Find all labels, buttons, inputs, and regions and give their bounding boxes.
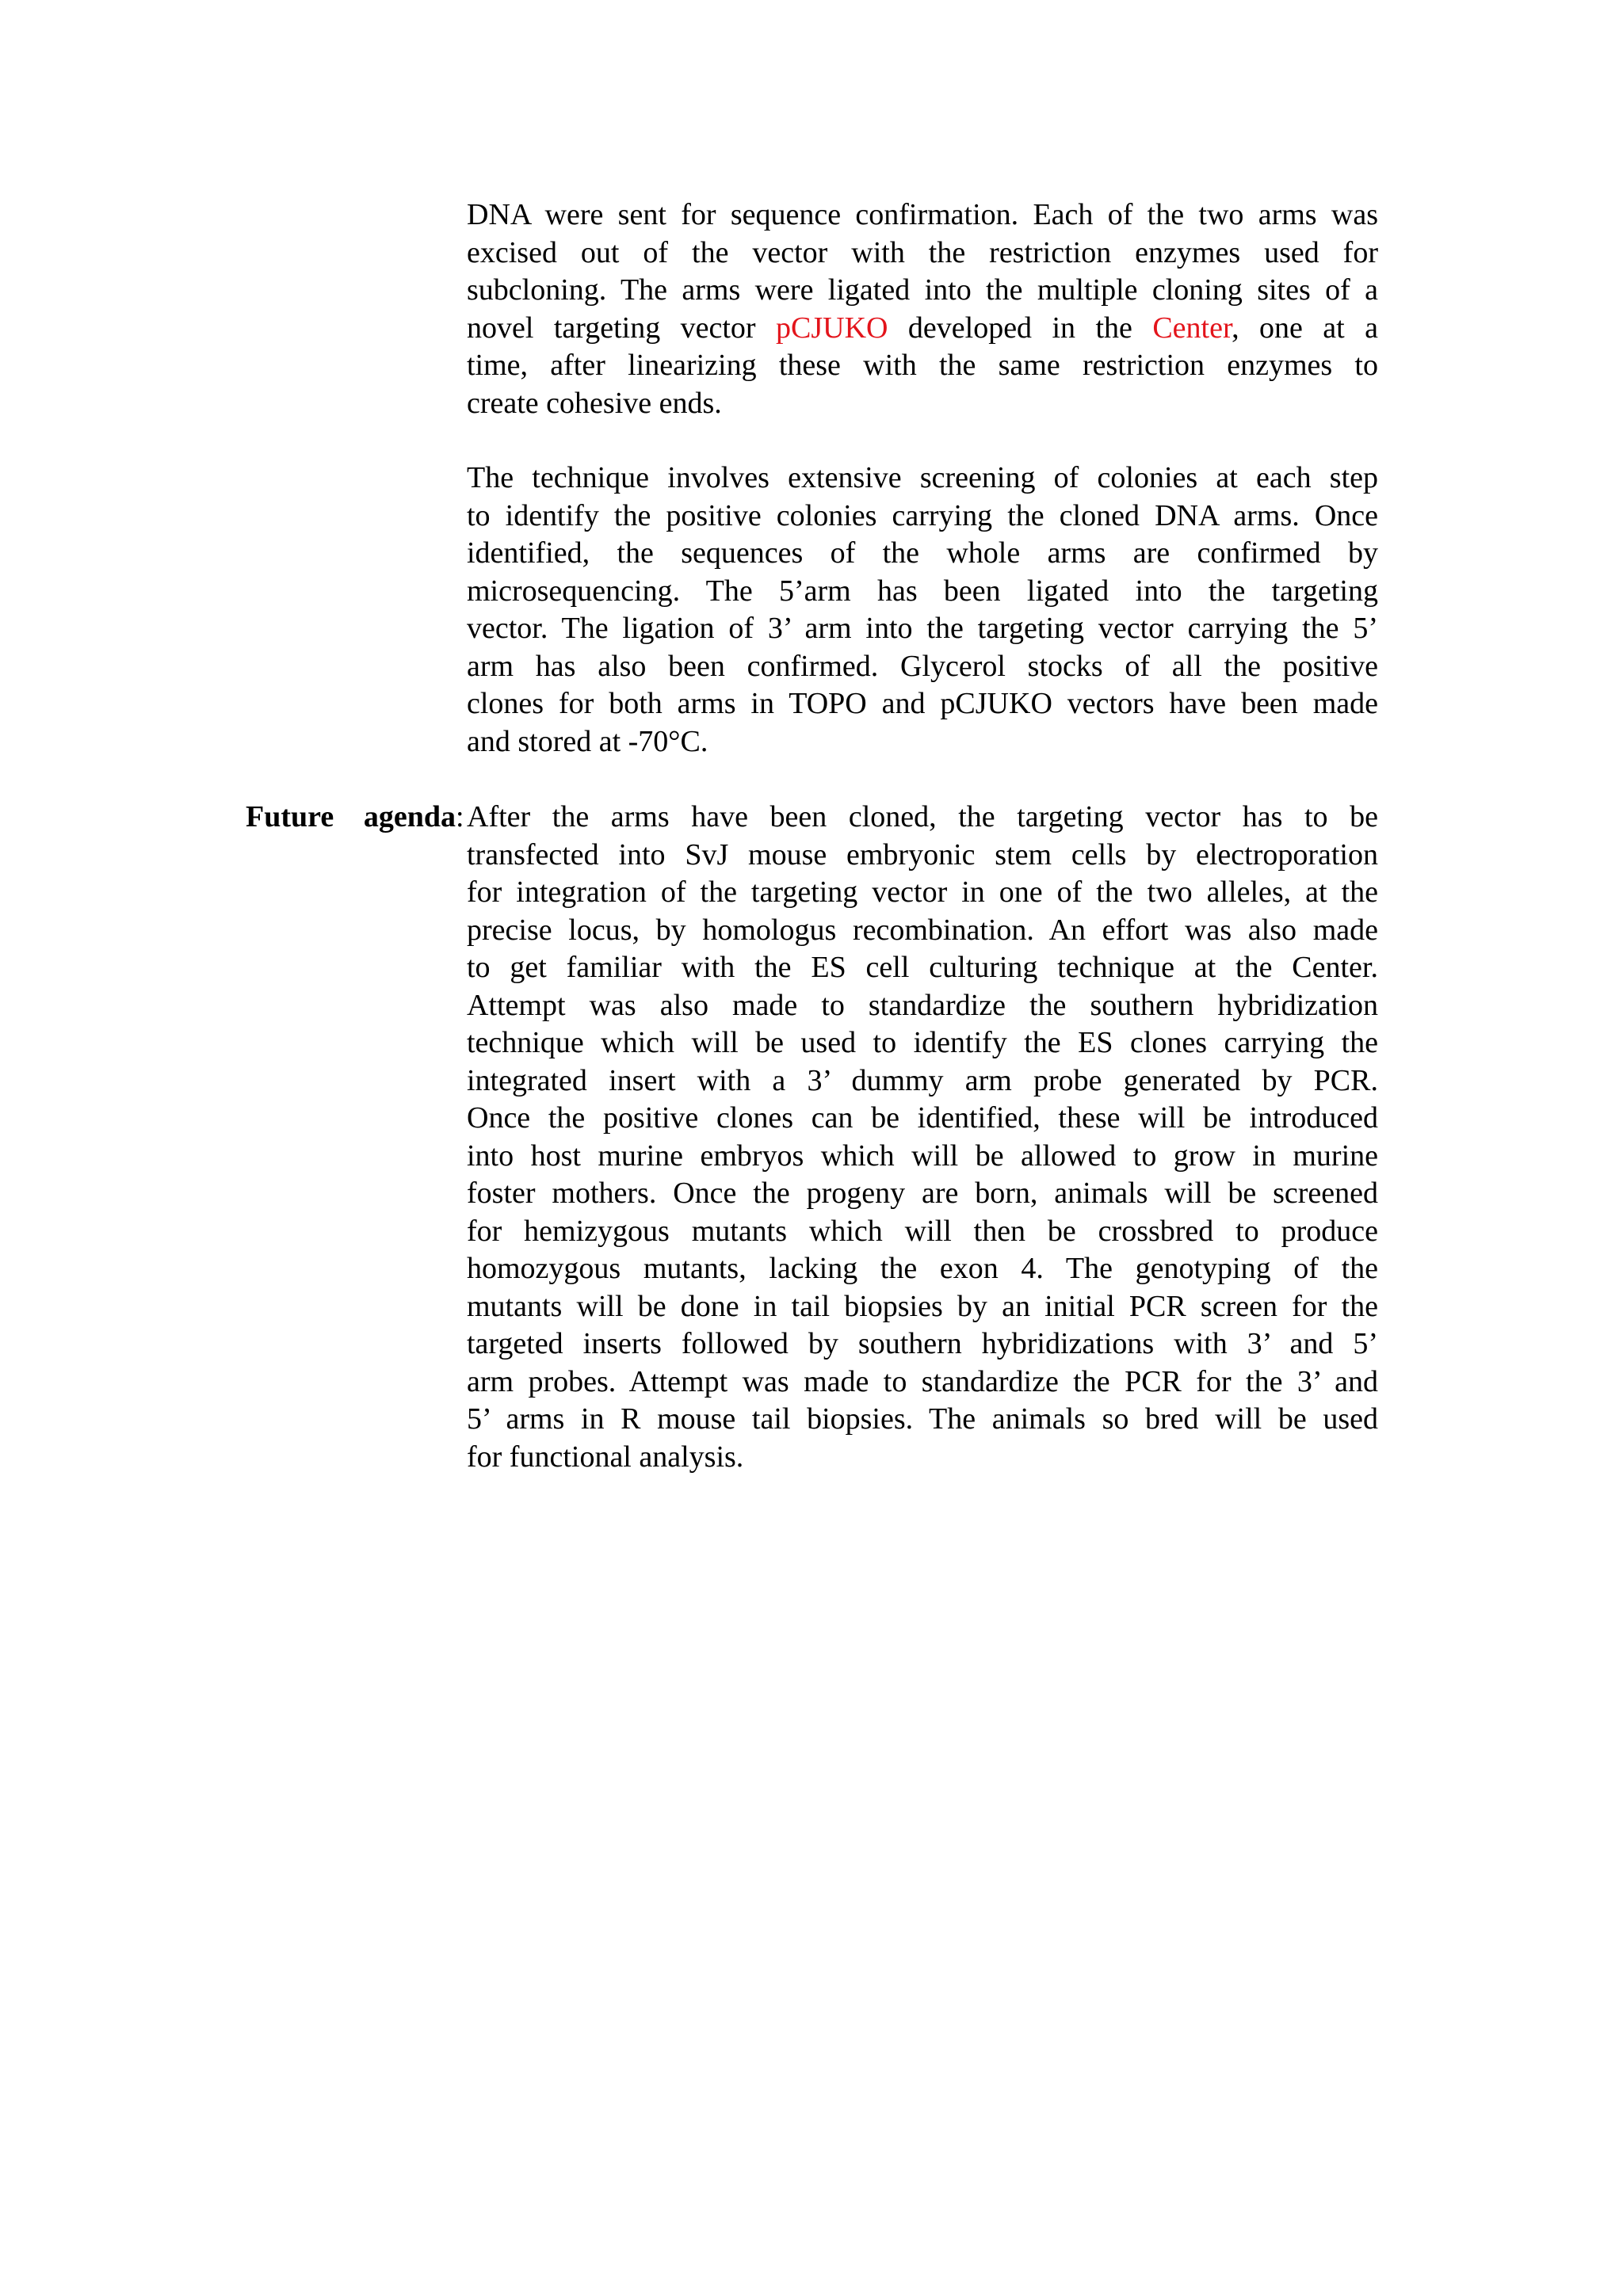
paragraph-line: and stored at -70°C. bbox=[467, 724, 708, 758]
paragraph-line: After the arms have been cloned, the targeting vector has to be bbox=[467, 800, 1378, 833]
vector-name-highlight: pCJUKO bbox=[776, 311, 888, 345]
paragraph-line: Attempt was also made to standardize the southern hybridization bbox=[467, 988, 1378, 1022]
paragraph-line: create cohesive ends. bbox=[467, 386, 722, 420]
paragraph-line: excised out of the vector with the restriction enzymes used for bbox=[467, 235, 1378, 269]
paragraph-line: clones for both arms in TOPO and pCJUKO vectors have been made bbox=[467, 687, 1378, 720]
paragraph-line: Once the positive clones can be identified, these will be introduced bbox=[467, 1101, 1378, 1135]
text-segment: developed in the bbox=[888, 311, 1153, 345]
paragraph-line bbox=[467, 310, 1378, 348]
paragraph-line: for integration of the targeting vector in one of the two alleles, at the bbox=[467, 875, 1378, 909]
paragraph-line: precise locus, by homologus recombination. An effort was also made bbox=[467, 913, 1378, 947]
paragraph-line: DNA were sent for sequence confirmation. Each of the two arms was bbox=[467, 198, 1378, 231]
paragraph-line: targeted inserts followed by southern hybridizations with 3’ and 5’ bbox=[467, 1327, 1378, 1360]
heading-separator: : bbox=[456, 800, 464, 833]
paragraph-line: to identify the positive colonies carrying the cloned DNA arms. Once bbox=[467, 498, 1378, 532]
paragraph-line: subcloning. The arms were ligated into the multiple cloning sites of a bbox=[467, 273, 1378, 307]
section-title: Future agenda bbox=[246, 800, 456, 833]
paragraph-line: homozygous mutants, lacking the exon 4. The genotyping of the bbox=[467, 1252, 1378, 1285]
future-agenda-heading bbox=[246, 799, 467, 837]
paragraph-future-agenda bbox=[467, 799, 1378, 1476]
paragraph-line: arm probes. Attempt was made to standardize the PCR for the 3’ and bbox=[467, 1364, 1378, 1398]
paragraph-line: for hemizygous mutants which will then be crossbred to produce bbox=[467, 1214, 1378, 1248]
paragraph-line: into host murine embryos which will be allowed to grow in murine bbox=[467, 1138, 1378, 1173]
paragraph-screening-technique bbox=[467, 460, 1378, 761]
paragraph-line: microsequencing. The 5’arm has been ligated into the targeting bbox=[467, 574, 1378, 608]
paragraph-line: 5’ arms in R mouse tail biopsies. The animals so bred will be used bbox=[467, 1402, 1378, 1436]
center-highlight: Center bbox=[1152, 311, 1232, 345]
paragraph-line: transfected into SvJ mouse embryonic stem cells by electroporation bbox=[467, 837, 1378, 871]
paragraph-line: technique which will be used to identify the ES clones carrying the bbox=[467, 1026, 1378, 1059]
paragraph-line: identified, the sequences of the whole arms are confirmed by bbox=[467, 536, 1378, 570]
text-segment: novel targeting vector bbox=[467, 311, 777, 345]
paragraph-line: vector. The ligation of 3’ arm into the targeting vector carrying the 5’ bbox=[467, 612, 1378, 645]
paragraph-line: arm has also been confirmed. Glycerol stocks of all the positive bbox=[467, 649, 1378, 683]
paragraph-line: integrated insert with a 3’ dummy arm probe generated by PCR. bbox=[467, 1063, 1378, 1097]
paragraph-line: foster mothers. Once the progeny are born, animals will be screened bbox=[467, 1177, 1378, 1210]
paragraph-line: mutants will be done in tail biopsies by an initial PCR screen for the bbox=[467, 1289, 1378, 1323]
paragraph-line: The technique involves extensive screening of colonies at each step bbox=[467, 461, 1378, 494]
text-segment: , one at a bbox=[1232, 311, 1379, 345]
paragraph-sequence-confirmation bbox=[467, 196, 1378, 422]
paragraph-line: time, after linearizing these with the same restriction enzymes to bbox=[467, 349, 1378, 382]
paragraph-line: to get familiar with the ES cell culturing technique at the Center. bbox=[467, 951, 1378, 984]
paragraph-line: for functional analysis. bbox=[467, 1440, 744, 1474]
